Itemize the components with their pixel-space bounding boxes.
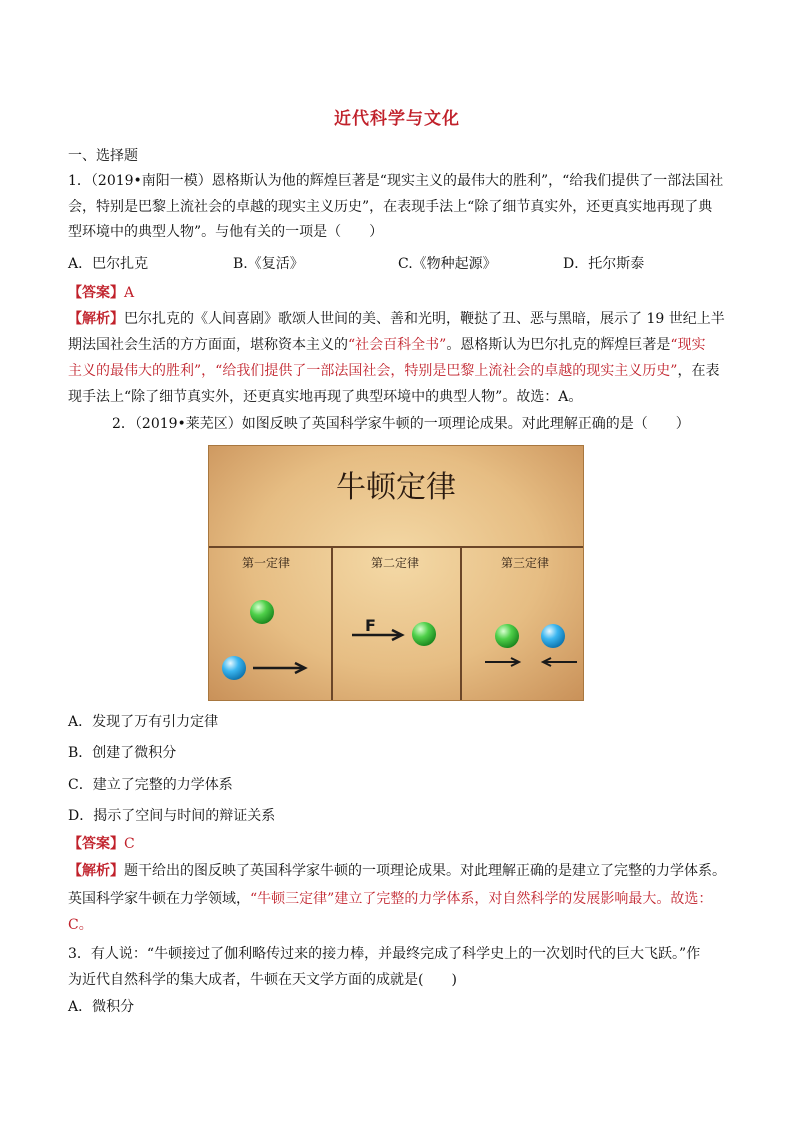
- q2-answer: [68, 834, 728, 854]
- analysis-highlight: 主义的最伟大的胜利”，“给我们提供了一部法国社会，特别是巴黎上流社会的卓越的现实主义历史”: [68, 363, 678, 379]
- q3-stem-line-2: 为近代自然科学的集大成者，牛顿在天文学方面的成就是( ): [68, 972, 457, 988]
- q2-analysis-line-1: [68, 861, 728, 881]
- analysis-highlight: “社会百科全书”: [348, 337, 447, 353]
- q2-option-d: D．揭示了空间与时间的辩证关系: [68, 808, 276, 824]
- blue-ball-icon: [222, 656, 246, 680]
- q1-stem-line-3: 型环境中的典型人物”。与他有关的一项是（ ）: [68, 224, 384, 240]
- right-arrow-icon: [483, 655, 523, 669]
- figure-divider: [460, 546, 462, 700]
- q1-option-b: B.《复活》: [233, 256, 304, 272]
- analysis-text: 题干给出的图反映了英国科学家牛顿的一项理论成果。对此理解正确的是建立了完整的力学体系。: [124, 863, 726, 879]
- answer-value: C: [124, 836, 135, 852]
- figure-label-first-law: 第一定律: [241, 556, 290, 570]
- figure-label-second-law: 第二定律: [370, 556, 419, 570]
- page-title: 近代科学与文化: [334, 109, 460, 129]
- q1-analysis-line-1: [68, 309, 728, 329]
- q1-answer: [68, 283, 728, 303]
- q1-stem-line-2: 会，特别是巴黎上流社会的卓越的现实主义历史”，在表现手法上“除了细节真实外，还更真实地再现了典: [68, 199, 713, 215]
- section-heading: 一、选择题: [68, 148, 138, 164]
- figure-label-third-law: 第三定律: [500, 556, 549, 570]
- q2-stem: 2．（2019•莱芜区）如图反映了英国科学家牛顿的一项理论成果。对此理解正确的是（ ）: [112, 416, 690, 432]
- green-ball-icon: [412, 622, 436, 646]
- q1-stem-line-1: 1．（2019•南阳一模）恩格斯认为他的辉煌巨著是“现实主义的最伟大的胜利”，“给我们提供了一部法国社: [68, 173, 724, 189]
- analysis-highlight: “现实: [670, 337, 706, 353]
- right-arrow-icon: [251, 660, 309, 676]
- analysis-text: 巴尔扎克的《人间喜剧》歌颂人世间的美、善和光明，鞭挞了丑、恶与黑暗，展示了 19 世纪上半: [124, 311, 725, 327]
- left-arrow-icon: [539, 655, 579, 669]
- analysis-label: 【解析】: [68, 311, 124, 327]
- force-label: F: [365, 616, 376, 635]
- q2-option-c: C．建立了完整的力学体系: [68, 777, 233, 793]
- figure-divider: [331, 546, 333, 700]
- answer-value: A: [124, 285, 135, 301]
- analysis-text: 英国科学家牛顿在力学领域，: [68, 891, 250, 907]
- q2-analysis-line-3: C。: [68, 917, 93, 933]
- q1-option-d: D．托尔斯泰: [563, 256, 645, 272]
- right-arrow-icon: [350, 627, 406, 643]
- q3-option-a: A．微积分: [68, 999, 135, 1015]
- q2-analysis-line-2: [68, 889, 728, 909]
- figure-divider: [209, 546, 583, 548]
- green-ball-icon: [250, 600, 274, 624]
- figure-title: 牛顿定律: [336, 470, 456, 505]
- blue-ball-icon: [541, 624, 565, 648]
- newton-laws-figure: [208, 445, 584, 701]
- q2-option-b: B．创建了微积分: [68, 745, 177, 761]
- analysis-text: ，在表: [677, 363, 720, 379]
- answer-label: 【答案】: [68, 836, 124, 852]
- analysis-highlight: “牛顿三定律”建立了完整的力学体系，对自然科学的发展影响最大。故选：: [250, 891, 713, 907]
- q1-analysis-line-4: 现手法上“除了细节真实外，还更真实地再现了典型环境中的典型人物”。故选：A。: [68, 389, 583, 405]
- green-ball-icon: [495, 624, 519, 648]
- analysis-label: 【解析】: [68, 863, 124, 879]
- q3-stem-line-1: 3．有人说：“牛顿接过了伽利略传过来的接力棒，并最终完成了科学史上的一次划时代的巨大飞跃。”作: [68, 946, 701, 962]
- q1-analysis-line-3: [68, 361, 728, 381]
- q1-option-a: A．巴尔扎克: [68, 256, 149, 272]
- q1-analysis-line-2: [68, 335, 728, 355]
- answer-label: 【答案】: [68, 285, 124, 301]
- analysis-text: 。恩格斯认为巴尔扎克的辉煌巨著是: [446, 337, 671, 353]
- q2-option-a: A．发现了万有引力定律: [68, 714, 219, 730]
- analysis-text: 期法国社会生活的方方面面，堪称资本主义的: [68, 337, 348, 353]
- q1-option-c: C.《物种起源》: [398, 256, 497, 272]
